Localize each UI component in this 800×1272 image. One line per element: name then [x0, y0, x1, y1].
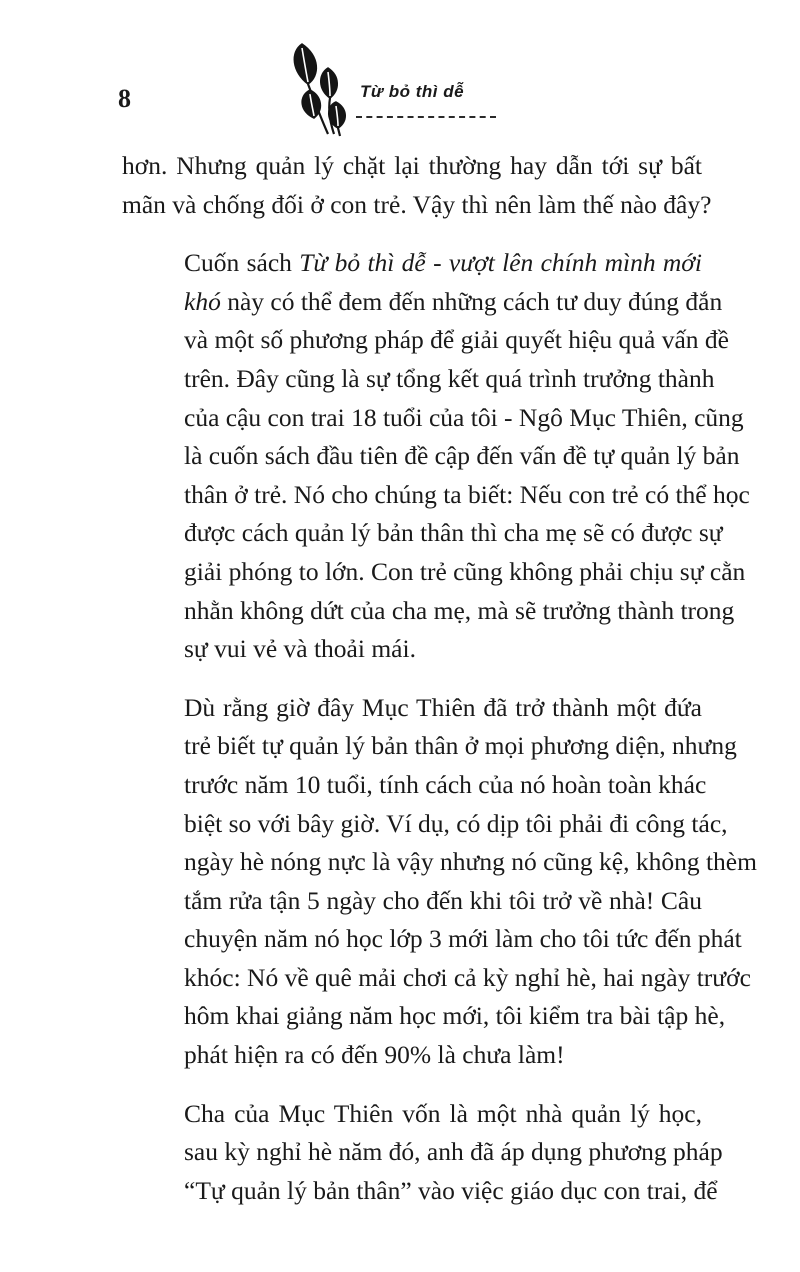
text-line: biệt so với bây giờ. Ví dụ, có dịp tôi phải đi công tác, — [184, 808, 728, 838]
paragraph-1 — [122, 147, 712, 224]
text-line: tắm rửa tận 5 ngày cho đến khi tôi trở về nhà! Câu — [184, 885, 702, 915]
text-line: giải phóng to lớn. Con trẻ cũng không phải chịu sự cằn — [184, 556, 746, 586]
text-line: và một số phương pháp để giải quyết hiệu quả vấn đề — [184, 325, 729, 355]
text-line: khóc: Nó về quê mải chơi cả kỳ nghỉ hè, hai ngày trước — [184, 962, 751, 992]
text-line: của cậu con trai 18 tuổi của tôi - Ngô Mục Thiên, cũng — [184, 402, 744, 432]
paragraph-2 — [122, 244, 750, 669]
text-line: hôm khai giảng năm học mới, tôi kiểm tra bài tập hè, — [184, 1001, 726, 1031]
text-line: trước năm 10 tuổi, tính cách của nó hoàn toàn khác — [184, 769, 707, 799]
text-line: trên. Đây cũng là sự tổng kết quá trình trưởng thành — [184, 363, 715, 393]
text-line: Cuốn sách Từ bỏ thì dễ - vượt lên chính mình mới — [184, 248, 702, 278]
paragraph-4 — [122, 1095, 723, 1211]
text-line: mãn và chống đối ở con trẻ. Vậy thì nên làm thế nào đây? — [122, 189, 712, 219]
text-line: chuyện năm nó học lớp 3 mới làm cho tôi tức đến phát — [184, 924, 742, 954]
text-line: khó này có thể đem đến những cách tư duy đúng đắn — [184, 286, 723, 316]
text-line: trẻ biết tự quản lý bản thân ở mọi phương diện, nhưng — [184, 731, 737, 761]
text-line: hơn. Nhưng quản lý chặt lại thường hay dẫn tới sự bất — [122, 151, 702, 180]
text-line: Dù rằng giờ đây Mục Thiên đã trở thành một đứa — [184, 692, 702, 722]
header-rule — [356, 116, 496, 118]
page-number: 8 — [118, 84, 131, 113]
text-line: nhằn không dứt của cha mẹ, mà sẽ trưởng thành trong — [184, 595, 735, 625]
text-line: Cha của Mục Thiên vốn là một nhà quản lý học, — [184, 1098, 702, 1128]
running-title: Từ bỏ thì dễ — [360, 82, 465, 101]
text-line: sau kỳ nghỉ hè năm đó, anh đã áp dụng phương pháp — [184, 1137, 723, 1167]
text-line: “Tự quản lý bản thân” vào việc giáo dục con trai, để — [184, 1175, 718, 1205]
text-line: phát hiện ra có đến 90% là chưa làm! — [184, 1040, 565, 1070]
text-line: là cuốn sách đầu tiên đề cập đến vấn đề tự quản lý bản — [184, 441, 740, 471]
body-text — [122, 147, 757, 1210]
text-line: ngày hè nóng nực là vậy nhưng nó cũng kệ, không thèm — [184, 847, 757, 877]
text-line: sự vui vẻ và thoải mái. — [184, 634, 416, 664]
text-line: thân ở trẻ. Nó cho chúng ta biết: Nếu con trẻ có thể học — [184, 479, 750, 509]
paragraph-3 — [122, 689, 757, 1075]
text-line: được cách quản lý bản thân thì cha mẹ sẽ có được sự — [184, 518, 723, 548]
